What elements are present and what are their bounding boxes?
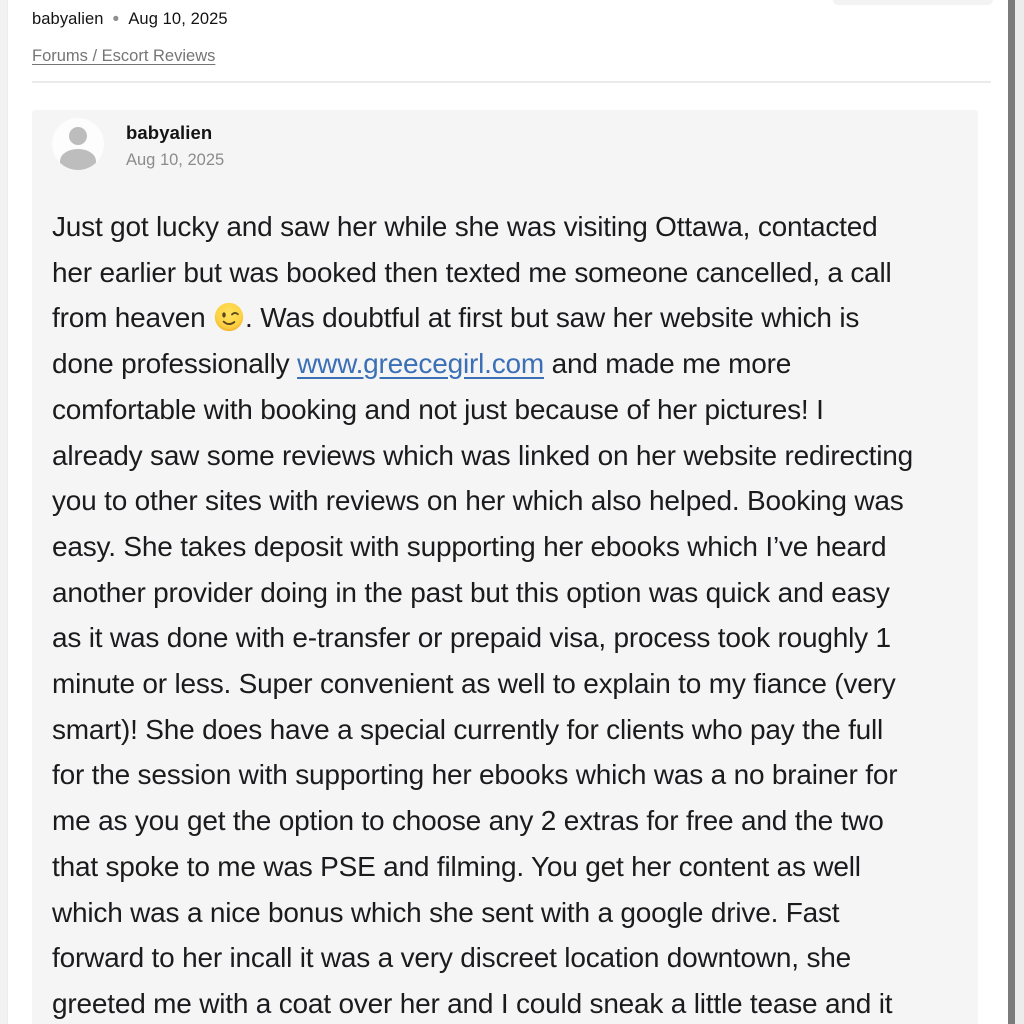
post-body-line <box>52 798 958 844</box>
website-link[interactable]: www.greecegirl.com <box>297 348 544 380</box>
post-body-line <box>52 935 958 981</box>
post-body-line <box>52 752 958 798</box>
post-body-line <box>52 433 958 479</box>
top-cutoff-element <box>833 0 993 5</box>
post-body-line <box>52 204 958 250</box>
post-author[interactable]: babyalien <box>126 122 213 143</box>
post-body-line <box>52 661 958 707</box>
scrollbar-track[interactable] <box>1015 0 1024 1024</box>
post-body-text: and made me more <box>544 348 792 380</box>
post-body-line <box>52 478 958 524</box>
post-body-text: from heaven <box>52 302 214 334</box>
thread-author-name: babyalien <box>32 10 104 28</box>
post-body-line <box>52 890 958 936</box>
post-body-text: that spoke to me was PSE and filming. You get her content as well <box>52 850 861 882</box>
post-body-line <box>52 981 958 1024</box>
post-body-line <box>52 707 958 753</box>
post-body-text: which was a nice bonus which she sent with a google drive. Fast <box>52 896 840 928</box>
post-body-line <box>52 250 958 296</box>
post-body-text: forward to her incall it was a very discreet location downtown, she <box>52 942 851 974</box>
post-body-text: me as you get the option to choose any 2 extras for free and the two <box>52 805 884 837</box>
post-body-line <box>52 570 958 616</box>
post-body-text: . Was doubtful at first but saw her website which is <box>245 302 860 334</box>
post-body <box>52 204 958 1024</box>
post-body-text: you to other sites with reviews on her which also helped. Booking was <box>52 485 904 517</box>
person-silhouette-icon <box>69 127 87 145</box>
scrollbar-thumb[interactable] <box>1008 0 1015 1024</box>
post-body-line <box>52 615 958 661</box>
header-divider <box>32 81 991 83</box>
post-body-line <box>52 387 958 433</box>
post-header <box>52 118 958 180</box>
post-body-text: minute or less. Super convenient as well to explain to my fiance (very <box>52 668 896 700</box>
post-body-text: already saw some reviews which was linked on her website redirecting <box>52 439 914 471</box>
avatar[interactable] <box>52 118 104 170</box>
post-body-text: Just got lucky and saw her while she was visiting Ottawa, contacted <box>52 211 878 242</box>
thread-date: Aug 10, 2025 <box>128 10 228 28</box>
post-body-line <box>52 524 958 570</box>
post-meta <box>126 118 224 170</box>
post-body-text: her earlier but was booked then texted me someone cancelled, a call <box>52 256 892 288</box>
left-edge-strip <box>0 0 8 1024</box>
post-body-text: comfortable with booking and not just because of her pictures! I <box>52 393 824 425</box>
post-card <box>32 110 978 1024</box>
thread-header <box>32 10 228 29</box>
post-date: Aug 10, 2025 <box>126 151 225 169</box>
dot-separator: • <box>112 8 120 30</box>
post-body-text: for the session with supporting her ebooks which was a no brainer for <box>52 759 898 791</box>
post-body-text: smart)! She does have a special currently for clients who pay the full <box>52 713 884 745</box>
post-body-text: easy. She takes deposit with supporting her ebooks which I’ve heard <box>52 530 887 562</box>
post-body-text: as it was done with e-transfer or prepaid visa, process took roughly 1 <box>52 622 891 654</box>
breadcrumb[interactable]: Forums / Escort Reviews <box>32 47 216 65</box>
post-body-text: done professionally <box>52 348 298 380</box>
post-body-text: another provider doing in the past but this option was quick and easy <box>52 576 890 608</box>
post-body-text: greeted me with a coat over her and I could sneak a little tease and it <box>52 987 893 1019</box>
post-body-line <box>52 844 958 890</box>
person-silhouette-icon <box>60 149 96 170</box>
post-body-line <box>52 295 958 341</box>
post-body-line <box>52 341 958 387</box>
winking-face-emoji <box>214 302 244 332</box>
